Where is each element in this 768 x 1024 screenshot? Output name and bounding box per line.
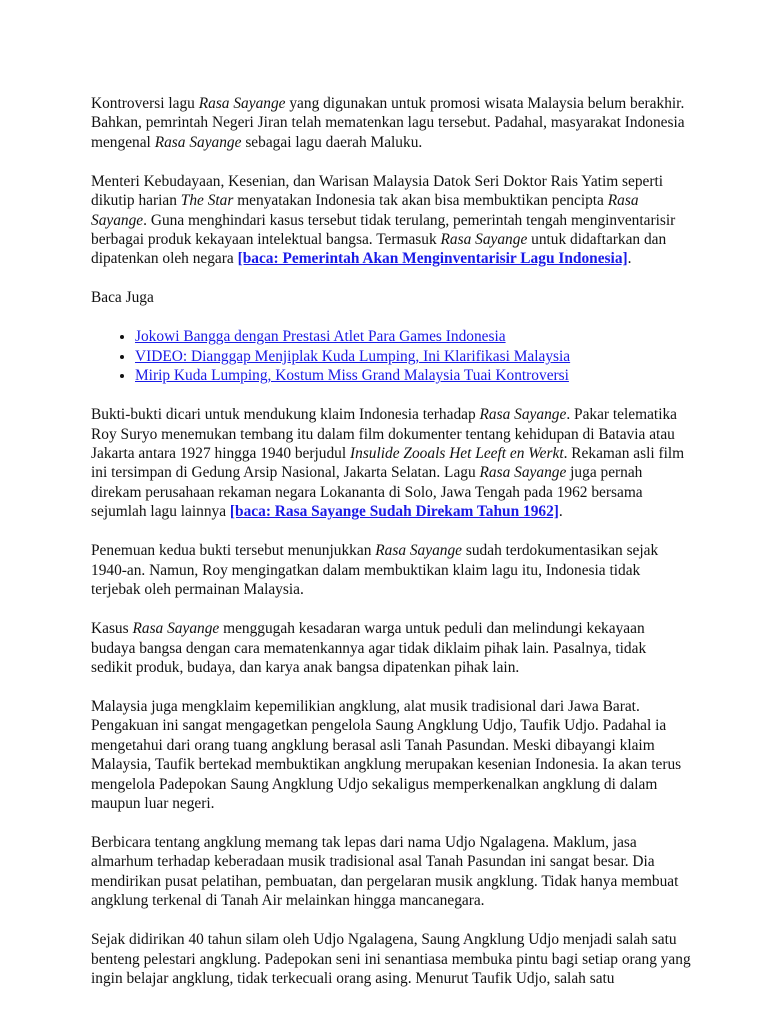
text-segment: . Pakar telematika Roy Suryo menemukan tembang itu dalam film dokumenter tentang kehidupan di Batavia atau Jakarta antara 1927 hingga 1940 berjudul bbox=[91, 406, 677, 463]
italic-text: Rasa Sayange bbox=[440, 231, 528, 249]
text-segment: Malaysia juga mengklaim kepemilikian angklung, alat musik tradisional dari Jawa Barat. Pengakuan ini sangat mengagetkan pengelola Saung Angklung Udjo, Taufik Udjo. Padahal ia mengetahui dari orang tuang angklung berasal asli Tanah Pasundan. Meski dibayangi klaim Malaysia, Taufik bertekad membuktikan angklung merupakan kesenian Indonesia. Ia akan terus mengelola Padepokan Saung Angklung Udjo sekaligus memperkenalkan angklung di dalam maupun luar negeri. bbox=[91, 697, 682, 812]
text-segment: Sejak didirikan 40 tahun silam oleh Udjo Ngalagena, Saung Angklung Udjo menjadi salah satu benteng pelestari angklung. Padepokan seni ini senantiasa membuka pintu bagi setiap orang yang ingin belajar angklung, tidak terkecuali orang asing. Menurut Taufik Udjo, salah satu bbox=[91, 931, 691, 987]
list-item bbox=[135, 347, 691, 366]
paragraph bbox=[91, 172, 691, 269]
text-segment: juga pernah direkam perusahaan rekaman negara Lokananta di Solo, Jawa Tengah pada 1962 bersama sejumlah lagu lainnya bbox=[91, 464, 643, 521]
text-segment: Kontroversi lagu bbox=[91, 95, 199, 112]
text-segment: yang digunakan untuk promosi wisata Malaysia belum berakhir. Bahkan, pemrintah Negeri Jiran telah mematenkan lagu tersebut. Padahal, masyarakat Indonesia mengenal bbox=[91, 95, 685, 151]
text-segment: . Guna menghindari kasus tersebut tidak terulang, pemerintah tengah menginventarisir berbagai produk kekayaan intelektual bangsa. Termasuk bbox=[91, 211, 676, 249]
paragraphs-after-list bbox=[91, 405, 691, 988]
italic-text: Rasa Sayange bbox=[375, 542, 463, 560]
text-segment: Bukti-bukti dicari untuk mendukung klaim Indonesia terhadap bbox=[91, 406, 480, 424]
text-segment: untuk didaftarkan dan dipatenkan oleh negara bbox=[91, 231, 667, 268]
paragraphs-before-list bbox=[91, 94, 691, 308]
italic-text: Rasa Sayange bbox=[198, 95, 286, 112]
italic-text: Rasa Sayange bbox=[479, 464, 567, 482]
paragraph bbox=[91, 541, 691, 599]
italic-text: The Star bbox=[180, 192, 234, 210]
text-segment: sudah terdokumentasikan sejak 1940-an. Namun, Roy mengingatkan dalam membuktikan klaim lagu itu, Indonesia tidak terjebak oleh permainan Malaysia. bbox=[91, 542, 659, 599]
list-item bbox=[135, 366, 691, 385]
article-body bbox=[91, 94, 691, 1008]
related-article-link[interactable]: Mirip Kuda Lumping, Kostum Miss Grand Malaysia Tuai Kontroversi bbox=[135, 367, 569, 385]
text-segment: Baca Juga bbox=[91, 289, 154, 307]
text-segment: sebagai lagu daerah Maluku. bbox=[241, 133, 423, 151]
paragraph bbox=[91, 930, 691, 988]
inline-article-link[interactable]: [baca: Rasa Sayange Sudah Direkam Tahun 1962] bbox=[229, 503, 559, 521]
paragraph bbox=[91, 94, 691, 152]
italic-text: Rasa Sayange bbox=[91, 192, 639, 229]
paragraph bbox=[91, 405, 691, 521]
text-segment: . bbox=[558, 503, 563, 521]
text-segment: Berbicara tentang angklung memang tak lepas dari nama Udjo Ngalagena. Maklum, jasa almarhum terhadap keberadaan musik tradisional asal Tanah Pasundan ini sangat besar. Dia mendirikan pusat pelatihan, pembuatan, dan pergelaran musik angklung. Tidak hanya membuat angklung terkenal di Tanah Air melainkan hingga mancanegara. bbox=[91, 833, 679, 910]
related-article-link[interactable]: VIDEO: Dianggap Menjiplak Kuda Lumping, Ini Klarifikasi Malaysia bbox=[135, 347, 571, 365]
italic-text: Rasa Sayange bbox=[132, 620, 220, 638]
text-segment: Menteri Kebudayaan, Kesenian, dan Warisan Malaysia Datok Seri Doktor Rais Yatim seperti dikutip harian bbox=[91, 172, 664, 210]
paragraph bbox=[91, 619, 691, 677]
italic-text: Rasa Sayange bbox=[154, 133, 242, 151]
paragraph bbox=[91, 288, 691, 307]
text-segment: Kasus bbox=[91, 620, 133, 638]
text-segment: . Rekaman asli film ini tersimpan di Gedung Arsip Nasional, Jakarta Selatan. Lagu bbox=[91, 445, 685, 482]
related-article-link[interactable]: Jokowi Bangga dengan Prestasi Atlet Para Games Indonesia bbox=[135, 328, 506, 346]
list-item bbox=[135, 327, 691, 346]
paragraph bbox=[91, 833, 691, 911]
text-segment: Penemuan kedua bukti tersebut menunjukkan bbox=[91, 542, 376, 560]
italic-text: Insulide Zooals Het Leeft en Werkt bbox=[350, 445, 564, 463]
text-segment: menggugah kesadaran warga untuk peduli dan melindungi kekayaan budaya bangsa dengan cara mematenkannya agar tidak diklaim pihak lain. Pasalnya, tidak sedikit produk, budaya, dan karya anak bangsa dipatenkan pihak lain. bbox=[91, 620, 647, 676]
italic-text: Rasa Sayange bbox=[479, 406, 567, 424]
text-segment: . bbox=[627, 250, 632, 268]
inline-article-link[interactable]: [baca: Pemerintah Akan Menginventarisir Lagu Indonesia] bbox=[237, 250, 628, 268]
baca-juga-list bbox=[91, 327, 691, 385]
text-segment: menyatakan Indonesia tak akan bisa membuktikan pencipta bbox=[233, 192, 608, 210]
paragraph bbox=[91, 697, 691, 813]
